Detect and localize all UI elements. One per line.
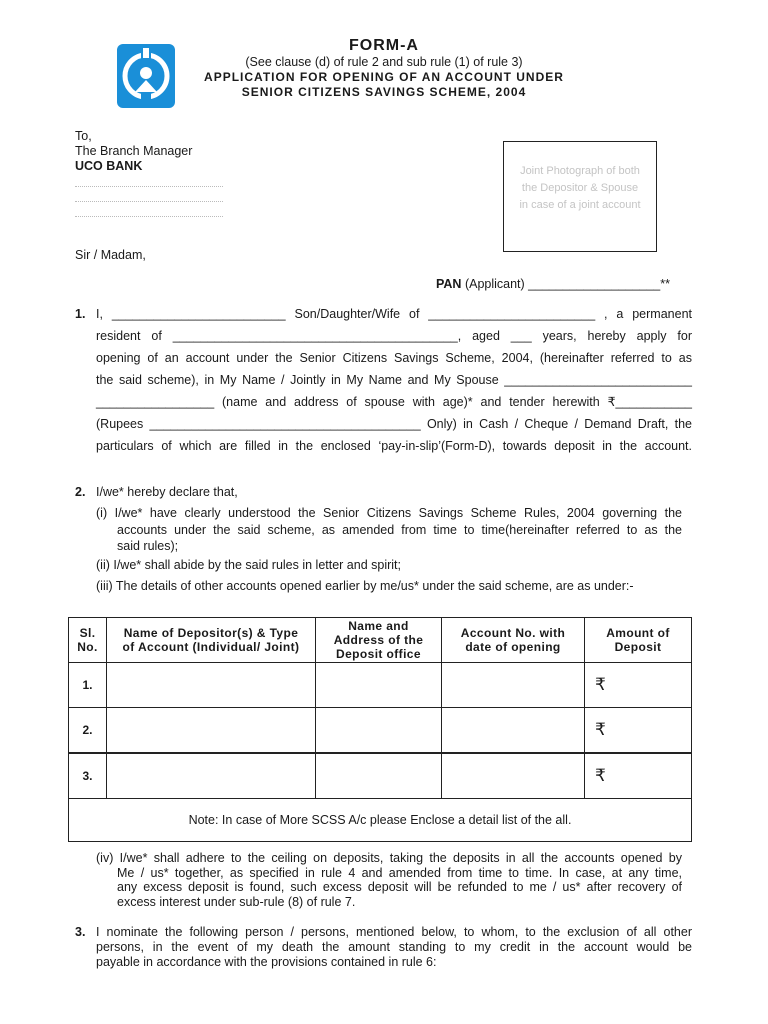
section2-intro: I/we* hereby declare that,: [96, 485, 238, 499]
rupee-icon: ₹: [595, 766, 606, 785]
table-header-row: [69, 618, 692, 663]
clause-reference: (See clause (d) of rule 2 and sub rule (1) of rule 3): [245, 55, 523, 69]
table-row: [69, 663, 692, 708]
joint-photograph-box[interactable]: [503, 141, 657, 252]
row2-depositor-cell[interactable]: [107, 708, 316, 754]
rupee-icon: ₹: [595, 720, 606, 739]
section1-line2: resident of _________________________________________, aged ___ years, hereby apply for: [96, 329, 692, 343]
section3-line2: persons, in the event of my death the amount standing to my credit in the account would be: [96, 940, 692, 954]
section3-body: [96, 925, 692, 970]
table-note: Note: In case of More SCSS A/c please Enclose a detail list of the all.: [69, 799, 692, 842]
section2-item-iii: (iii) The details of other accounts opened earlier by me/us* under the said scheme, are as under:-: [96, 579, 634, 593]
row2-account-cell[interactable]: [442, 708, 585, 754]
header-deposit-office: Name and Address of the Deposit office: [316, 618, 442, 663]
salutation: Sir / Madam,: [75, 248, 146, 262]
address-line-1[interactable]: [75, 186, 223, 187]
header-amount: Amount of Deposit: [585, 618, 692, 663]
item-iv-line2: Me / us* together, as specified in rule 4 and amended from time to time. In case, at any time,: [117, 865, 682, 880]
section1-line1: I, _________________________ Son/Daughter/Wife of ________________________ , a permanent: [96, 307, 692, 321]
photo-box-line2: the Depositor & Spouse: [521, 182, 639, 194]
row1-depositor-cell[interactable]: [107, 663, 316, 708]
form-title: FORM-A: [349, 37, 419, 54]
item-iv: [96, 851, 682, 909]
section3-line3: payable in accordance with the provisions contained in rule 6:: [96, 955, 437, 969]
addressee-bank: UCO BANK: [75, 159, 143, 173]
row3-amount-cell[interactable]: [585, 753, 692, 799]
row2-sl: 2.: [69, 708, 107, 754]
row2-office-cell[interactable]: [316, 708, 442, 754]
row3-depositor-cell[interactable]: [107, 753, 316, 799]
pan-field[interactable]: [436, 277, 670, 291]
table-row: [69, 753, 692, 799]
photo-box-line1: Joint Photograph of both: [520, 165, 640, 177]
section1-line7: particulars of which are filled in the enclosed ‘pay-in-slip’(Form-D), towards deposit in the account.: [96, 439, 692, 453]
table-row: [69, 708, 692, 754]
row1-sl: 1.: [69, 663, 107, 708]
previous-accounts-table: [68, 617, 692, 842]
section1-line4: the said scheme), in My Name / Jointly in My Name and My Spouse ___________________________: [96, 373, 692, 387]
section1-line6: (Rupees _______________________________________ Only) in Cash / Cheque / Demand Draft, the: [96, 417, 692, 431]
rupee-icon: ₹: [595, 675, 606, 694]
section3-line1: I nominate the following person / persons, mentioned below, to whom, to the exclusion of all other: [96, 925, 692, 939]
addressee-to: To,: [75, 129, 92, 143]
header-account-no: Account No. with date of opening: [442, 618, 585, 663]
section2-item-ii: (ii) I/we* shall abide by the said rules in letter and spirit;: [96, 558, 402, 572]
row3-sl: 3.: [69, 753, 107, 799]
row1-office-cell[interactable]: [316, 663, 442, 708]
row3-account-cell[interactable]: [442, 753, 585, 799]
item-i-line3: said rules);: [117, 539, 179, 553]
section1-body[interactable]: [96, 303, 692, 457]
row1-account-cell[interactable]: [442, 663, 585, 708]
item-i-line1: (i) I/we* have clearly understood the Senior Citizens Savings Scheme Rules, 2004 governing the: [96, 506, 682, 520]
section3-number: 3.: [75, 925, 86, 939]
address-line-3[interactable]: [75, 216, 223, 217]
addressee-manager: The Branch Manager: [75, 144, 193, 158]
row2-amount-cell[interactable]: [585, 708, 692, 754]
item-iv-line3: any excess deposit is found, such excess deposit will be refunded to me / us* after recovery of: [117, 880, 682, 894]
row3-office-cell[interactable]: [316, 753, 442, 799]
section1-number: 1.: [75, 307, 86, 321]
addressee-block: [75, 129, 192, 174]
address-line-2[interactable]: [75, 201, 223, 202]
row1-amount-cell[interactable]: [585, 663, 692, 708]
section2-item-i: [96, 505, 682, 555]
section1-line3: opening of an account under the Senior Citizens Savings Scheme, 2004, (hereinafter referred to as: [96, 351, 692, 365]
item-iv-line1: (iv) I/we* shall adhere to the ceiling on deposits, taking the deposits in all the accounts opened by: [96, 851, 682, 865]
section1-line5: _________________ (name and address of spouse with age)* and tender herewith ₹___________: [96, 395, 692, 409]
item-i-line2: accounts under the said scheme, as amended from time to time(hereinafter referred to as the: [117, 522, 682, 537]
pan-blank: (Applicant) ___________________**: [461, 277, 670, 291]
application-heading-line2: SENIOR CITIZENS SAVINGS SCHEME, 2004: [241, 85, 527, 99]
photo-box-line3: in case of a joint account: [519, 199, 641, 211]
pan-label: PAN: [436, 277, 462, 291]
item-iv-line4: excess interest under sub-rule (8) of rule 7.: [117, 894, 356, 909]
table-note-row: [69, 799, 692, 842]
application-heading-line1: APPLICATION FOR OPENING OF AN ACCOUNT UNDER: [204, 70, 564, 84]
header-sl-no: Sl. No.: [69, 618, 107, 663]
section2-number: 2.: [75, 485, 86, 499]
header-depositor-name: Name of Depositor(s) & Type of Account (Individual/ Joint): [107, 618, 316, 663]
